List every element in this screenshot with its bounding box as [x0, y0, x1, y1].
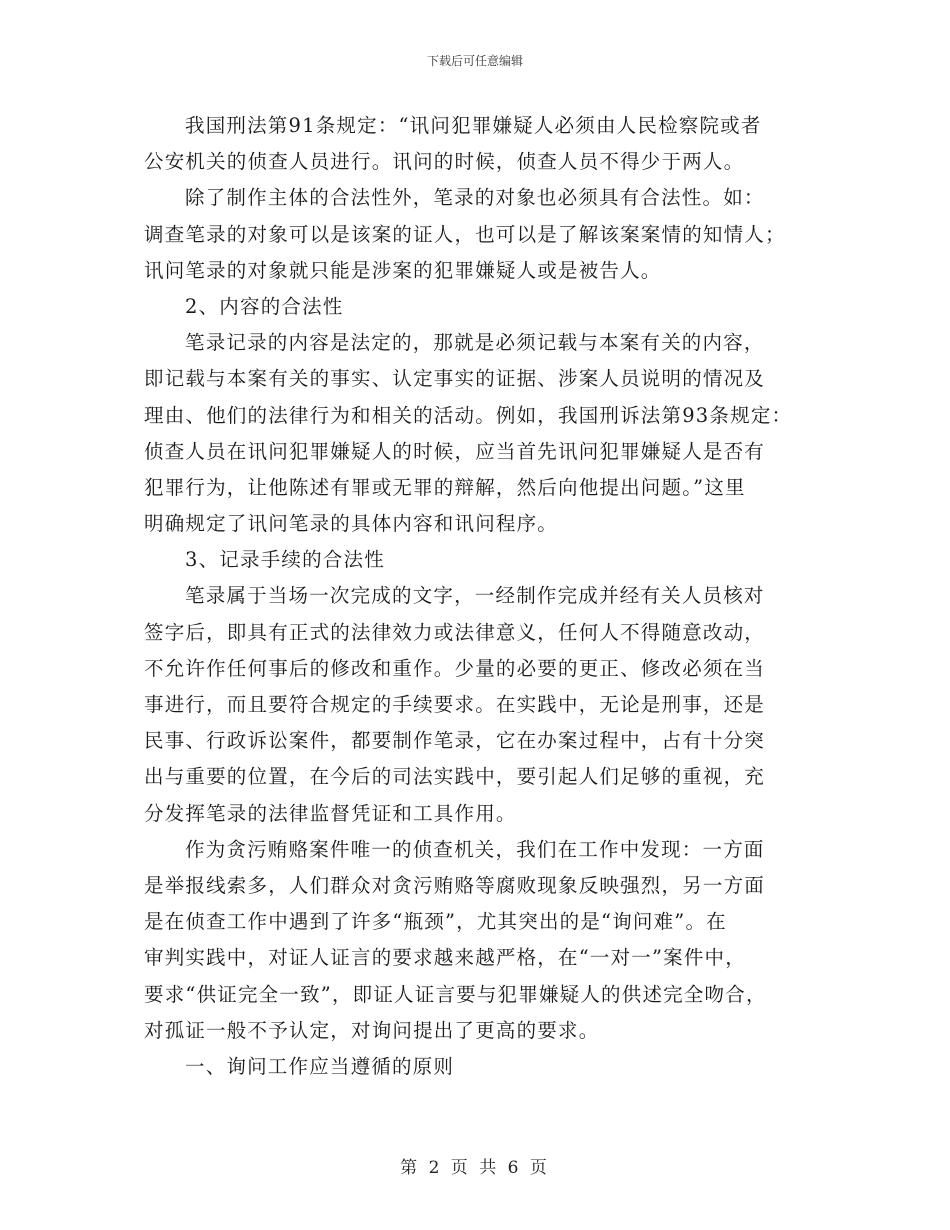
header-note: 下载后可任意编辑 — [426, 54, 523, 68]
body-line: 讯问笔录的对象就只能是涉案的犯罪嫌疑人或是被告人。 — [144, 258, 662, 282]
body-line: 理由、他们的法律行为和相关的活动。例如，我国刑诉法第93条规定： — [144, 403, 793, 427]
body-line: 我国刑法第91条规定：“讯问犯罪嫌疑人必须由人民检察院或者 — [185, 114, 762, 137]
body-line: 除了制作主体的合法性外，笔录的对象也必须具有合法性。如： — [185, 186, 765, 210]
body-line: 审判实践中，对证人证言的要求越来越严格，在“一对一”案件中， — [144, 946, 746, 970]
body-line: 作为贪污贿赂案件唯一的侦查机关，我们在工作中发现：一方面 — [185, 837, 765, 861]
body-line: 侦查人员在讯问犯罪嫌疑人的时候，应当首先讯问犯罪嫌疑人是否有 — [144, 439, 766, 463]
body-line: 出与重要的位置，在今后的司法实践中，要引起人们足够的重视，充 — [144, 765, 766, 789]
body-line: 笔录属于当场一次完成的文字，一经制作完成并经有关人员核对 — [185, 584, 765, 608]
body-line: 3、记录手续的合法性 — [185, 548, 385, 572]
body-line: 即记载与本案有关的事实、认定事实的证据、涉案人员说明的情况及 — [144, 367, 766, 391]
body-line: 公安机关的侦查人员进行。讯问的时候，侦查人员不得少于两人。 — [144, 150, 745, 174]
body-line: 是举报线索多，人们群众对贪污贿赂等腐败现象反映强烈，另一方面 — [144, 873, 766, 897]
body-line: 不允许作任何事后的修改和重作。少量的必要的更正、修改必须在当 — [144, 656, 766, 680]
body-line: 调查笔录的对象可以是该案的证人，也可以是了解该案案情的知情人； — [144, 222, 786, 246]
body-line: 一、询问工作应当遵循的原则 — [185, 1054, 455, 1078]
body-line: 民事、行政诉讼案件，都要制作笔录，它在办案过程中，占有十分突 — [144, 729, 766, 753]
body-line: 事进行，而且要符合规定的手续要求。在实践中，无论是刑事，还是 — [144, 693, 766, 716]
body-line: 犯罪行为，让他陈述有罪或无罪的辩解，然后向他提出问题。”这里 — [144, 475, 746, 499]
body-line: 签字后，即具有正式的法律效力或法律意义，任何人不得随意改动， — [144, 620, 766, 644]
body-line: 分发挥笔录的法律监督凭证和工具作用。 — [144, 801, 517, 825]
body-line: 明确规定了讯问笔录的具体内容和讯问程序。 — [144, 512, 559, 536]
page-number: 第 2 页 共 6 页 — [400, 1158, 550, 1178]
body-line: 笔录记录的内容是法定的，那就是必须记载与本案有关的内容， — [185, 331, 765, 355]
body-line: 对孤证一般不予认定，对询问提出了更高的要求。 — [144, 1018, 600, 1042]
body-line: 是在侦查工作中遇到了许多“瓶颈”，尤其突出的是“询问难”。在 — [144, 910, 727, 934]
document-body — [144, 108, 824, 1085]
body-line: 要求“供证完全一致”，即证人证言要与犯罪嫌疑人的供述完全吻合， — [144, 982, 767, 1006]
body-line: 2、内容的合法性 — [185, 294, 344, 318]
